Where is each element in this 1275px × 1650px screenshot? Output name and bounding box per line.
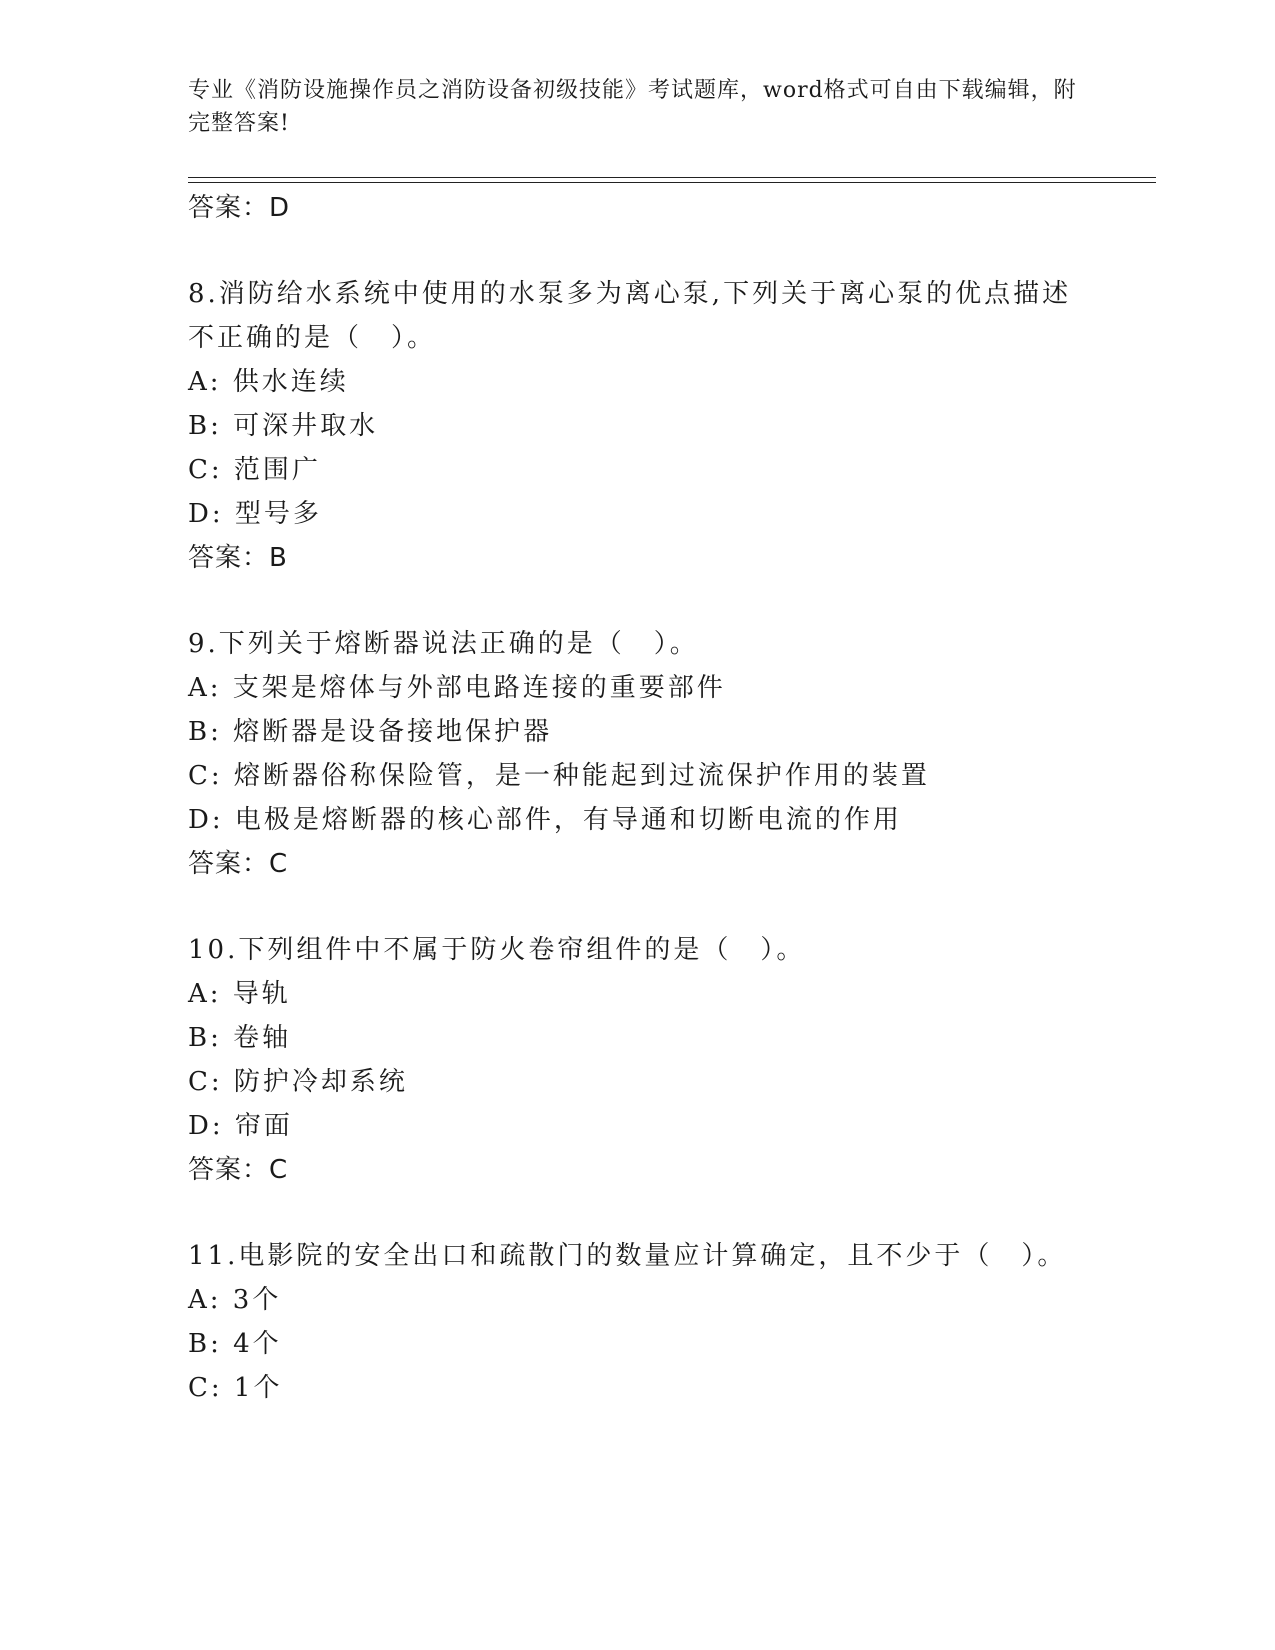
header-divider-top [188, 177, 1156, 178]
question-10-option-a: A: 导轨 [188, 979, 291, 1009]
question-8-option-c: C: 范围广 [188, 455, 321, 485]
question-9-option-a: A: 支架是熔体与外部电路连接的重要部件 [188, 673, 726, 703]
question-9-stem: 9.下列关于熔断器说法正确的是（ ）。 [188, 629, 699, 659]
question-9-option-d: D: 电极是熔断器的核心部件，有导通和切断电流的作用 [188, 805, 902, 835]
question-10-stem: 10.下列组件中不属于防火卷帘组件的是（ ）。 [188, 935, 806, 965]
header-divider-bottom [188, 182, 1156, 183]
question-8-stem-line-2: 不正确的是（ ）。 [188, 323, 437, 353]
question-11-option-b: B: 4个 [188, 1329, 282, 1359]
question-10-option-d: D: 帘面 [188, 1111, 293, 1141]
question-8-stem-line-1: 8.消防给水系统中使用的水泵多为离心泵,下列关于离心泵的优点描述 [188, 279, 1072, 309]
question-11-option-c: C: 1个 [188, 1373, 283, 1403]
question-8-option-d: D: 型号多 [188, 499, 322, 529]
question-8-option-b: B: 可深井取水 [188, 411, 379, 441]
question-8-answer: 答案：B [188, 543, 288, 573]
question-8-option-a: A: 供水连续 [188, 367, 349, 397]
question-11-stem: 11.电影院的安全出口和疏散门的数量应计算确定，且不少于（ ）。 [188, 1241, 1067, 1271]
question-11-option-a: A: 3个 [188, 1285, 282, 1315]
document-header-text: 专业《消防设施操作员之消防设备初级技能》考试题库，word格式可自由下载编辑，附完整答案! [188, 78, 1077, 136]
question-10-answer: 答案：C [188, 1155, 289, 1185]
question-10-option-c: C: 防护冷却系统 [188, 1067, 408, 1097]
question-10-option-b: B: 卷轴 [188, 1023, 292, 1053]
question-9-answer: 答案：C [188, 849, 289, 879]
previous-answer: 答案：D [188, 193, 291, 223]
question-9-option-b: B: 熔断器是设备接地保护器 [188, 717, 553, 747]
question-9-option-c: C: 熔断器俗称保险管，是一种能起到过流保护作用的装置 [188, 761, 930, 791]
